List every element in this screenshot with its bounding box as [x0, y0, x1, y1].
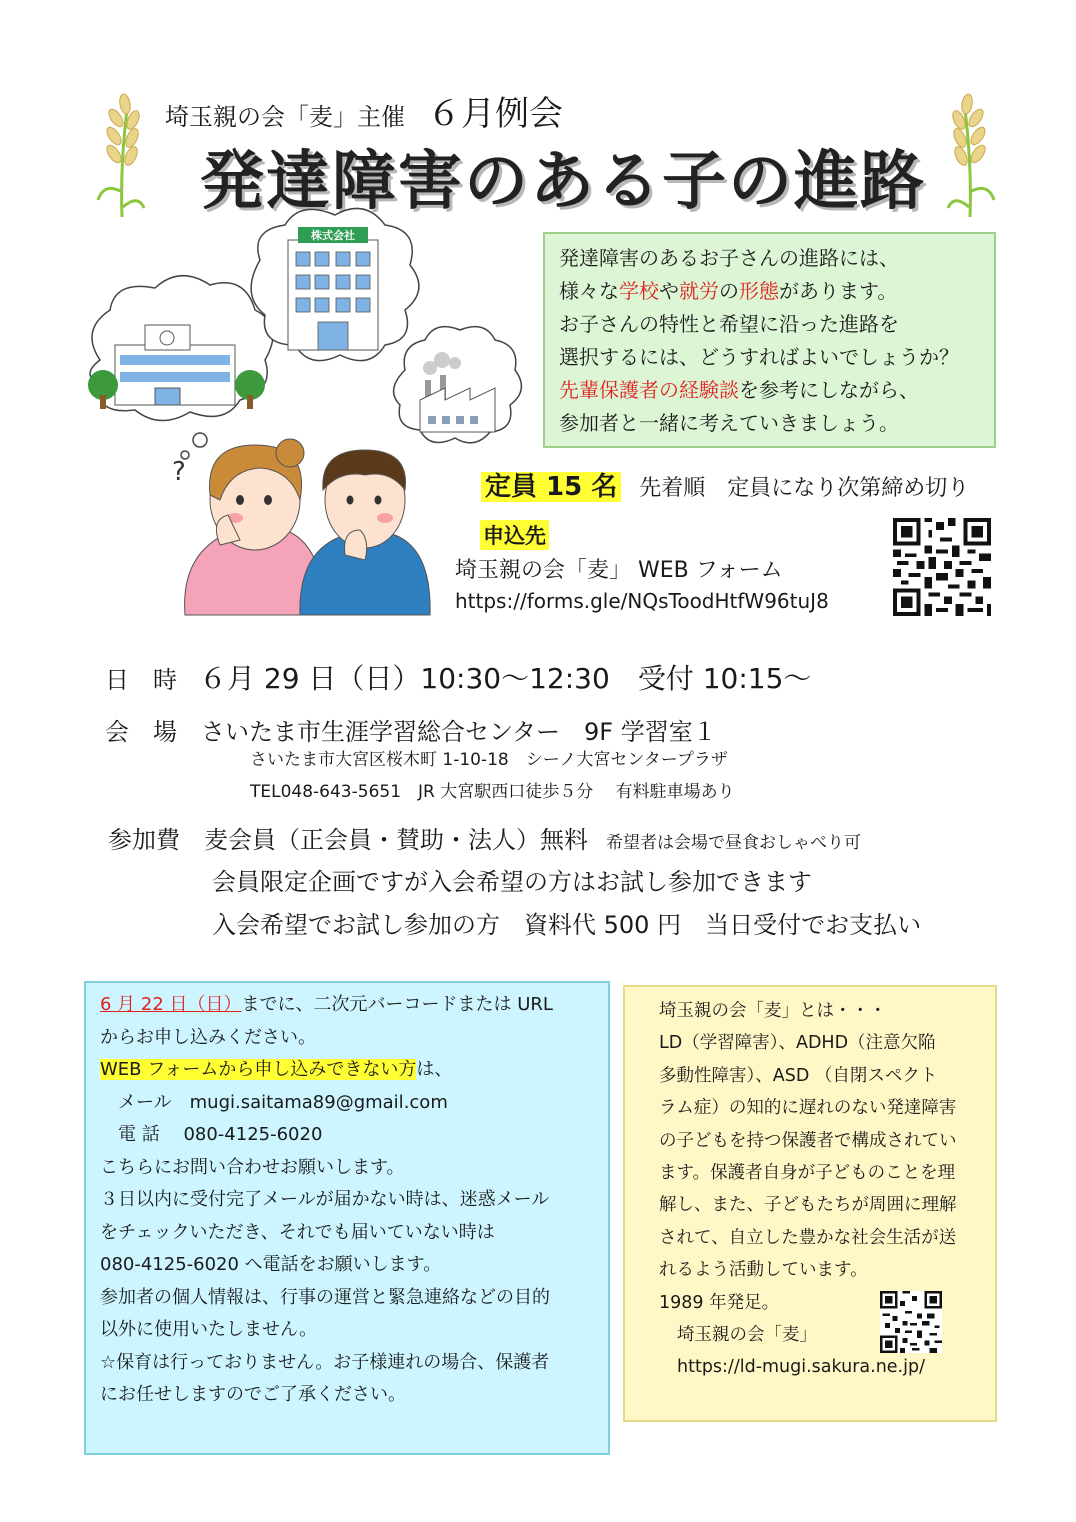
company-sign: 株式会社	[311, 229, 355, 242]
qr-code-icon[interactable]	[893, 518, 991, 616]
wheat-right-icon	[940, 82, 1000, 217]
venue-name: さいたま市生涯学習総合センター 9F 学習室１	[201, 718, 717, 746]
contact-line: にお任せしますのでご了承ください。	[100, 1384, 406, 1405]
contact-line: ☆保育は行っておりません。お子様連れの場合、保護者	[100, 1351, 550, 1373]
about-line: の子どもを持つ保護者で構成されてい	[659, 1130, 957, 1151]
wheat-left-icon	[92, 82, 152, 217]
contact-email[interactable]: メール mugi.saitama89@gmail.com	[100, 1091, 448, 1113]
fee-label: 参加費	[108, 826, 180, 854]
about-line: 埼玉親の会「麦」とは・・・	[659, 1001, 887, 1021]
venue-address: さいたま市大宮区桜木町 1-10-18 シーノ大宮センタープラザ	[250, 750, 728, 770]
about-line: ラム症）の知的に遅れのない発達障害	[659, 1098, 957, 1119]
fee-material-line: 入会希望でお試し参加の方 資料代 500 円 当日受付でお支払い	[212, 911, 922, 939]
contact-line: 以外に使用いたしません。	[100, 1319, 318, 1340]
venue-label: 会 場	[105, 718, 177, 746]
organizer-text: 埼玉親の会「麦」主催	[165, 103, 405, 131]
intro-line: お子さんの特性と希望に沿った進路を	[559, 312, 899, 336]
contact-line: こちらにお問い合わせお願いします。	[100, 1156, 405, 1178]
about-org: 埼玉親の会「麦」	[677, 1325, 817, 1346]
about-line: LD（学習障害）、ADHD（注意欠陥	[659, 1033, 936, 1054]
thinking-man-icon	[300, 450, 430, 615]
apply-form-name: 埼玉親の会「麦」 WEB フォーム	[455, 558, 783, 583]
datetime-label: 日 時	[105, 666, 177, 694]
about-url[interactable]: https://ld-mugi.sakura.ne.jp/	[677, 1357, 925, 1378]
capacity-label: 定員 15 名	[481, 472, 621, 502]
contact-line: 参加者の個人情報は、行事の運営と緊急連絡などの目的	[100, 1286, 550, 1308]
fee-note: 希望者は会場で昼食おしゃべり可	[606, 833, 861, 853]
deadline-date: 6 月 22 日（日）	[100, 994, 242, 1015]
about-line: されて、自立した豊かな社会生活が送	[659, 1227, 957, 1248]
fee-trial-line: 会員限定企画ですが入会希望の方はお試し参加できます	[212, 868, 812, 896]
fee-row	[108, 820, 861, 855]
about-line: ます。保護者自身が子どものことを理	[659, 1163, 956, 1184]
about-line: 多動性障害）、ASD （自閉スペクト	[659, 1065, 938, 1086]
datetime-row	[105, 657, 811, 697]
apply-form-url[interactable]: https://forms.gle/NQsToodHtfW96tuJ8	[455, 589, 829, 613]
capacity-note: 先着順 定員になり次第締め切り	[639, 476, 970, 501]
intro-line: 参加者と一緒に考えていきましょう。	[559, 411, 899, 435]
page-title: 発達障害のある子の進路	[200, 145, 926, 219]
contact-line: からお申し込みください。	[100, 1026, 316, 1048]
intro-line: 発達障害のあるお子さんの進路には、	[559, 246, 899, 270]
contact-box	[84, 981, 610, 1455]
contact-phone[interactable]: 電 話 080-4125-6020	[100, 1124, 323, 1145]
contact-line: ３日以内に受付完了メールが届かない時は、迷惑メール	[100, 1189, 550, 1210]
about-line: 1989 年発足。	[659, 1292, 780, 1313]
venue-row	[105, 712, 717, 747]
datetime-value: ６月 29 日（日）10:30〜12:30 受付 10:15〜	[199, 662, 812, 695]
contact-line: をチェックいただき、それでも届いていない時は	[100, 1221, 495, 1243]
event-organizer-line	[165, 86, 563, 135]
about-box	[623, 985, 997, 1422]
intro-line: 選択するには、どうすればよいでしょうか？	[559, 345, 959, 369]
intro-line: 様々な学校や就労の形態があります。	[559, 279, 898, 303]
office-building-icon	[288, 227, 378, 350]
contact-line: 080-4125-6020 へ電話をお願いします。	[100, 1254, 442, 1275]
month-event-text: ６月例会	[427, 94, 563, 134]
venue-tel: TEL048-643-5651 JR 大宮駅西口徒歩５分 有料駐車場あり	[250, 782, 735, 802]
website-qr-code-icon[interactable]	[880, 1291, 942, 1353]
about-line: 解し、また、子どもたちが周囲に理解	[659, 1195, 957, 1216]
contact-line: WEB フォームから申し込みできない方は、	[100, 1059, 453, 1080]
question-mark: ?	[172, 457, 186, 487]
fee-value: 麦会員（正会員・賛助・法人）無料	[204, 826, 588, 854]
about-line: れるよう活動しています。	[659, 1260, 868, 1281]
contact-line: 6 月 22 日（日）までに、二次元バーコードまたは URL	[100, 994, 553, 1015]
capacity-line	[481, 466, 969, 503]
apply-label: 申込先	[480, 520, 549, 550]
intro-line: 先輩保護者の経験談を参考にしながら、	[559, 378, 919, 402]
intro-box	[543, 232, 996, 448]
